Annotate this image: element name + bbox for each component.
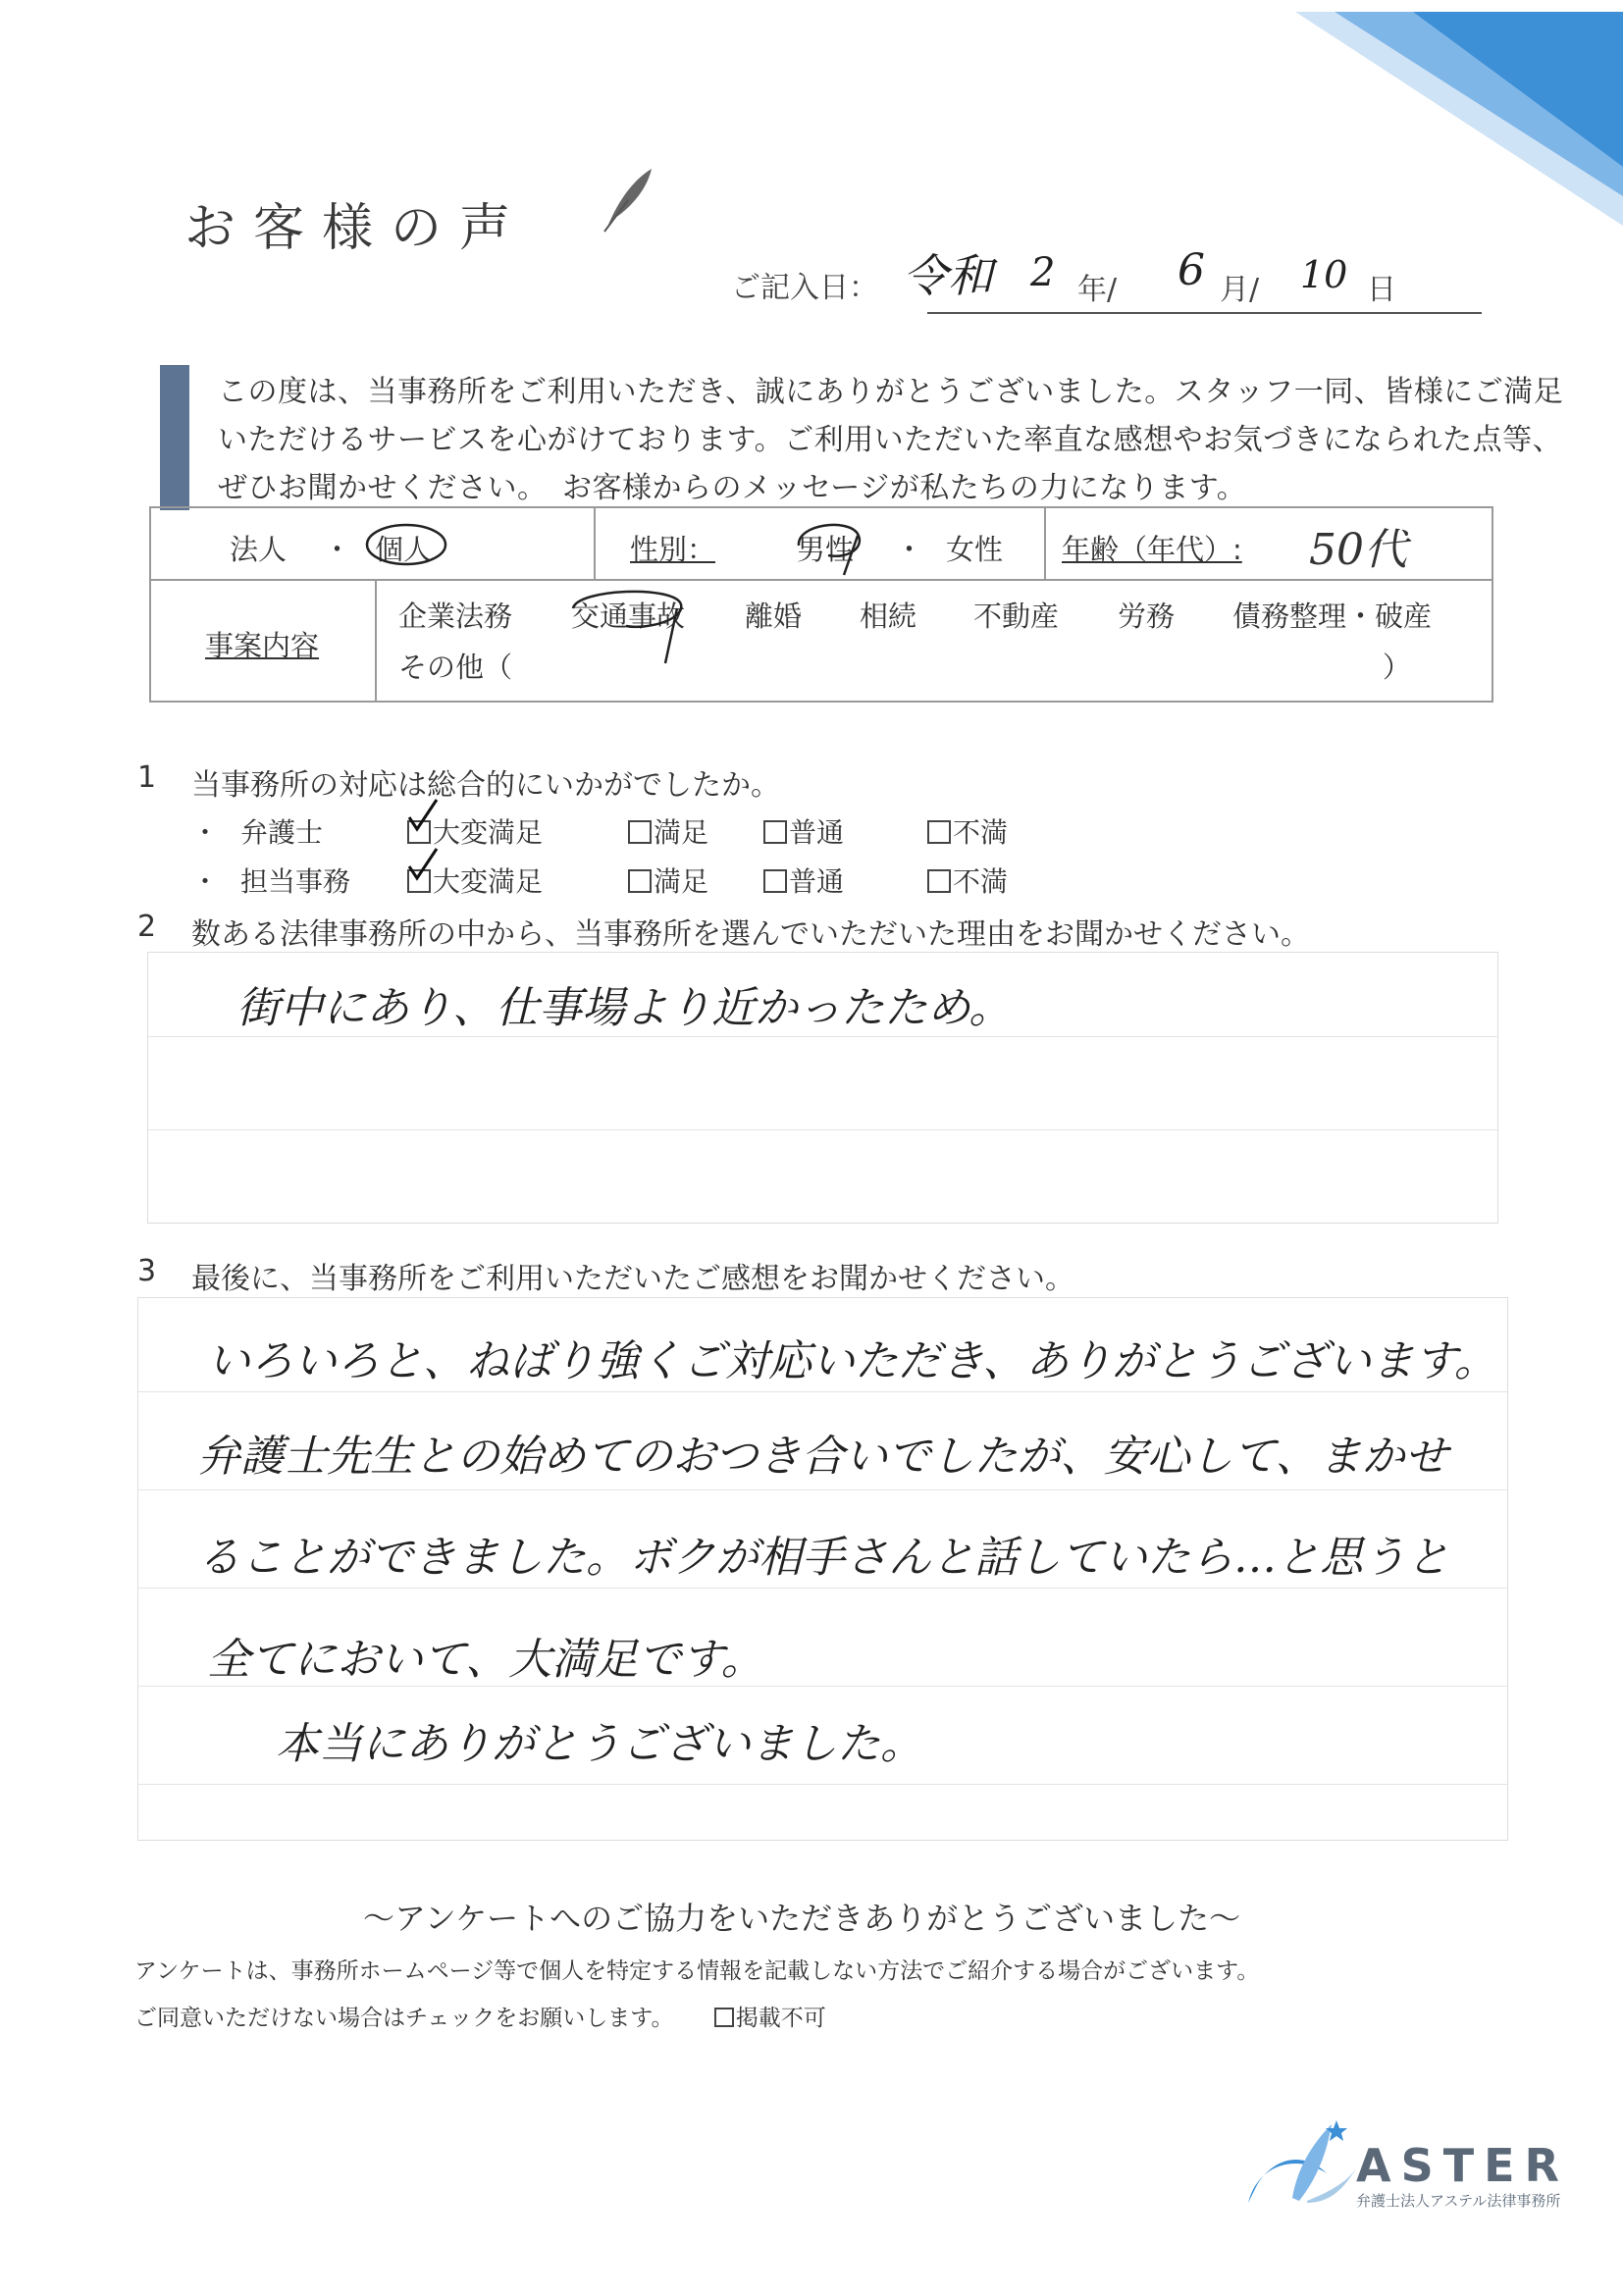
q1-bullet: ・ [191,816,220,849]
separator-dot: ・ [895,533,924,566]
consent-row [134,2000,826,2032]
q1-text: 当事務所の対応は総合的にいかがでしたか。 [191,768,780,803]
type-individual[interactable] [375,528,432,568]
option-label: 掲載不可 [735,2006,826,2031]
q3-answer-area[interactable] [137,1297,1508,1841]
q1-staff-very-satisfied[interactable] [407,861,543,900]
case-label: 事案内容 [205,629,320,662]
checkbox-icon [763,869,787,893]
option-label: 満足 [654,816,709,849]
case-option[interactable]: 不動産 [973,600,1060,633]
circle-mark-icon [363,520,449,569]
gender-male-label: 男性 [797,533,855,566]
case-option[interactable]: 企業法務 [398,600,513,633]
checkbox-icon [927,820,951,844]
gender-male[interactable] [797,528,854,568]
q3-answer-line: 全てにおいて、大満足です。 [207,1635,764,1685]
type-individual-label: 個人 [375,533,433,566]
date-day: 10 [1300,253,1348,296]
option-label: 大変満足 [433,865,544,898]
q1-staff-dissatisfied[interactable] [927,861,1008,900]
date-underline [927,312,1482,314]
quill-icon [599,165,657,234]
logo-subtitle: 弁護士法人アステル法律事務所 [1356,2192,1561,2210]
intro-line: いただけるサービスを心がけております。ご利用いただいた率直な感想やお気づきになられた点等、 [218,423,1563,457]
case-option[interactable] [571,595,685,635]
age-label: 年齢（年代）: [1062,533,1242,566]
consent-text: ご同意いただけない場合はチェックをお願いします。 [134,2006,674,2031]
case-option[interactable]: 離婚 [745,600,803,633]
q3-answer-line: いろいろと、ねばり強くご対応いただき、ありがとうございます。 [207,1336,1497,1386]
checkbox-icon [628,820,652,844]
day-unit: 日 [1367,273,1396,307]
option-label: 不満 [953,816,1009,849]
q1-row-label: 担当事務 [240,865,351,898]
case-option[interactable]: 相続 [860,600,917,633]
q3-answer-line: 弁護士先生との始めてのおつき合いでしたが、安心して、まかせ [197,1432,1448,1482]
intro-line: この度は、当事務所をご利用いただき、誠にありがとうございました。スタッフ一同、皆様にご満足 [218,375,1564,409]
no-publish-checkbox[interactable] [714,2006,826,2031]
circle-mark-icon [567,585,695,673]
q1-staff-normal[interactable] [763,861,844,900]
q3-text: 最後に、当事務所をご利用いただいたご感想をお聞かせください。 [191,1262,1074,1296]
q2-number: 2 [137,910,157,944]
q2-answer: 街中にあり、仕事場より近かったため。 [236,983,1013,1033]
circle-mark-icon [789,516,877,581]
type-corporate[interactable]: 法人 [230,533,288,566]
intro-accent-bar [160,365,189,510]
case-option[interactable]: 労務 [1118,600,1176,633]
intro-line: ぜひお聞かせください。 お客様からのメッセージが私たちの力になります。 [218,471,1247,505]
case-option-label: 交通事故 [571,600,686,633]
q1-staff-satisfied[interactable] [628,861,708,900]
month-unit: 月/ [1220,273,1260,307]
checkmark-icon [405,798,441,837]
publication-note: アンケートは、事務所ホームページ等で個人を特定する情報を記載しない方法でご紹介する場合がございます。 [134,1958,1260,1984]
q3-number: 3 [137,1254,157,1288]
q1-bullet: ・ [191,865,220,898]
option-label: 普通 [789,865,845,898]
checkmark-icon [405,847,441,886]
thanks-message: 〜アンケートへのご協力をいただきありがとうございました〜 [363,1900,1241,1937]
option-label: 不満 [953,865,1009,898]
logo-name: ASTER [1356,2139,1569,2192]
q1-lawyer-very-satisfied[interactable] [407,811,543,851]
q1-lawyer-satisfied[interactable] [628,811,708,851]
q2-answer-area[interactable] [147,952,1498,1224]
age-value: 50代 [1309,525,1407,575]
case-other-close: ） [1383,651,1412,684]
q1-lawyer-dissatisfied[interactable] [927,811,1008,851]
profile-table [149,506,1493,703]
q2-text: 数ある法律事務所の中から、当事務所を選んでいただいた理由をお聞かせください。 [191,917,1310,952]
date-month: 6 [1178,245,1205,295]
aster-logo-icon [1238,2114,1366,2208]
year-unit: 年/ [1077,273,1118,307]
checkbox-icon [628,869,652,893]
date-era: 令和 [903,249,993,302]
q3-answer-line: 本当にありがとうございました。 [276,1719,923,1769]
case-other-open: その他（ [398,651,513,684]
date-year: 2 [1030,250,1056,295]
checkbox-icon [714,2008,734,2027]
q1-row-label: 弁護士 [240,816,324,849]
page-title: お客様の声 [184,199,529,258]
case-option[interactable]: 債務整理・破産 [1232,600,1433,633]
date-label: ご記入日： [731,271,878,305]
checkbox-icon [763,820,787,844]
option-label: 満足 [654,865,709,898]
q3-answer-line: ることができました。ボクが相手さんと話していたら…と思うと [197,1533,1449,1583]
gender-label: 性別： [630,533,716,566]
corner-decoration [1295,0,1623,235]
q1-number: 1 [137,760,157,795]
checkbox-icon [927,869,951,893]
gender-female[interactable]: 女性 [946,533,1004,566]
q1-lawyer-normal[interactable] [763,811,844,851]
option-label: 普通 [789,816,845,849]
option-label: 大変満足 [433,816,544,849]
separator-dot: ・ [323,533,352,566]
